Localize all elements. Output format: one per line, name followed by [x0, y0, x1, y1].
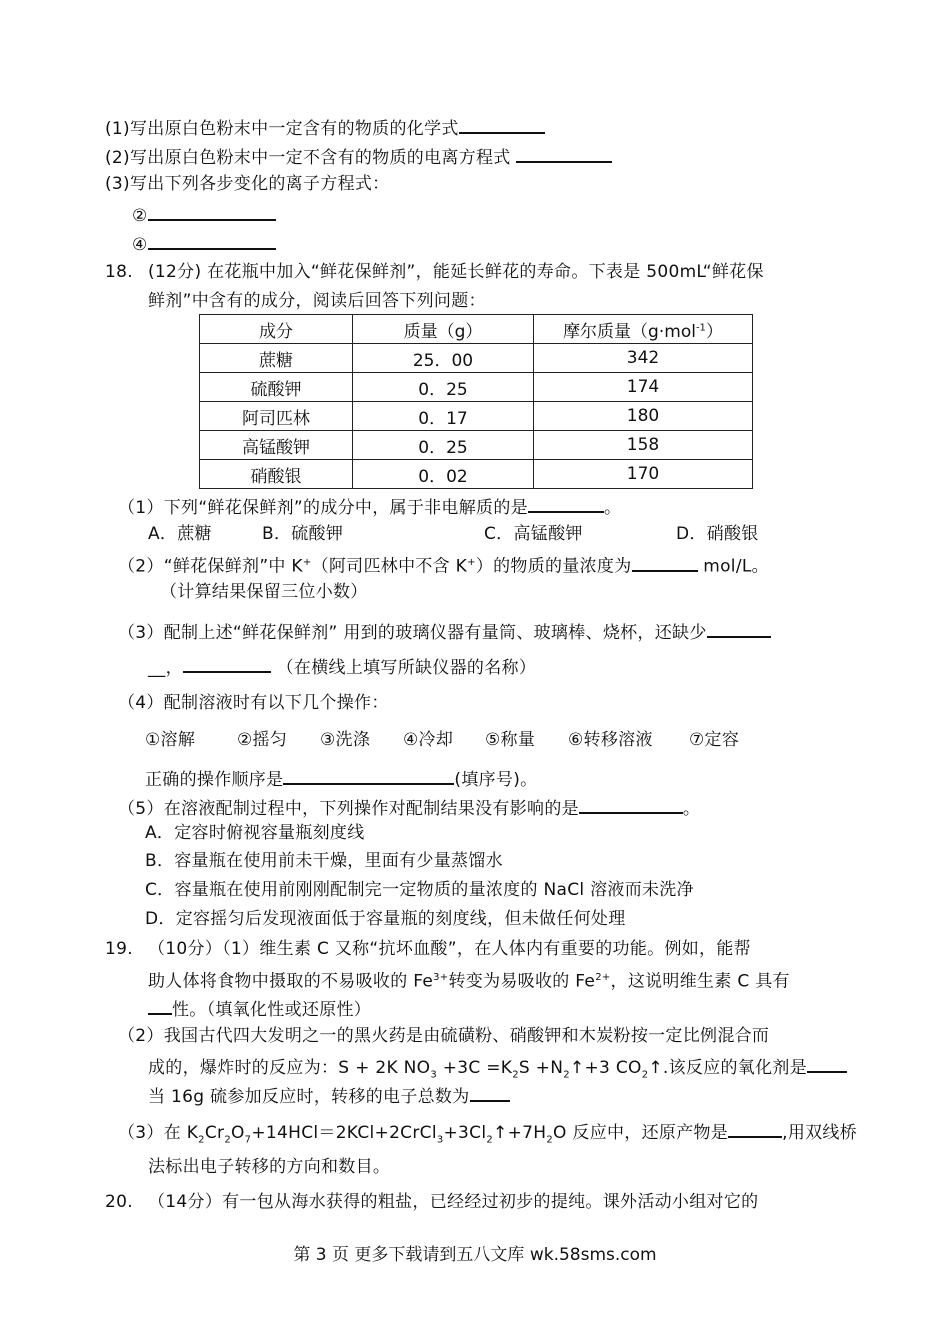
sub-question: （3）配制上述“鲜花保鲜剂” 用到的玻璃仪器有量筒、玻璃棒、烧杯，还缺少	[118, 618, 771, 645]
option-b: B．硫酸钾	[262, 524, 344, 544]
option-b: B．容量瓶在使用前未干燥，里面有少量蒸馏水	[145, 851, 503, 871]
sub-question-cont: 正确的操作顺序是 (填序号)。	[145, 765, 537, 792]
table-cell: 170	[534, 460, 753, 489]
table-cell: 180	[534, 402, 753, 431]
operation-item: ⑤称量	[485, 730, 536, 750]
table-cell: 高锰酸钾	[200, 431, 353, 460]
answer-blank	[148, 995, 172, 1015]
reaction-line: 成的，爆炸时的反应为：S + 2K $NO_3 +3C =K_2S$ $+N_2↑+3$ $CO_2↑$.该反应的氧化剂是	[148, 1053, 847, 1087]
table-cell: 25．00	[353, 344, 534, 373]
question-text: 当 16g 硫参加反应时，转移的电子总数为	[148, 1082, 510, 1109]
option-a: A．蔗糖	[148, 524, 212, 544]
operation-item: ①溶解	[145, 730, 196, 750]
table-cell: 0．25	[353, 431, 534, 460]
answer-blank	[470, 1082, 510, 1102]
table-header-cell: 成分	[200, 315, 353, 344]
question-text: 法标出电子转移的方向和数目。	[148, 1157, 391, 1177]
sub-question: （2）我国古代四大发明之一的黑火药是由硫磺粉、硝酸钾和木炭粉按一定比例混合而	[118, 1026, 770, 1046]
option-d: D．定容摇匀后发现液面低于容量瓶的刻度线，但未做任何处理	[145, 909, 626, 929]
sub-question: （4）配制溶液时有以下几个操作：	[118, 693, 389, 713]
page-footer: 第 3 页 更多下载请到五八文库 wk.58sms.com	[293, 1245, 657, 1265]
operation-item: ⑥转移溶液	[568, 730, 653, 750]
sub-answer: ②	[132, 201, 276, 228]
table-cell: 蔗糖	[200, 344, 353, 373]
table-cell: 硫酸钾	[200, 373, 353, 402]
operation-item: ④冷却	[403, 730, 454, 750]
table-row	[200, 460, 753, 489]
answer-blank	[459, 114, 545, 134]
question-text: 性。（填氧化性或还原性）	[148, 995, 371, 1022]
question-number: 18.	[105, 262, 133, 282]
answer-blank	[807, 1053, 847, 1073]
table-cell: 158	[534, 431, 753, 460]
table-cell: 硝酸银	[200, 460, 353, 489]
ingredients-table	[199, 314, 753, 489]
table-header-cell: 摩尔质量（g·mol$^{-1}$）	[534, 315, 753, 344]
answer-blank	[528, 493, 604, 513]
question-text: （10分）（1）维生素 C 又称“抗坏血酸”，在人体内有重要的功能。例如，能帮	[148, 939, 751, 959]
answer-blank	[516, 143, 612, 163]
table-row	[200, 344, 753, 373]
table-row	[200, 431, 753, 460]
sub-question: （2）“鲜花保鲜剂”中 K+（阿司匹林中不含 K+）的物质的量浓度为 mol/L。	[118, 551, 769, 579]
answer-blank	[579, 794, 683, 814]
question-text: (12分) 在花瓶中加入“鲜花保鲜剂”，能延长鲜花的寿命。下表是 500mL“鲜花保	[148, 262, 764, 282]
table-header-row	[200, 315, 753, 344]
table-header-cell: 质量（g）	[353, 315, 534, 344]
option-c: C．高锰酸钾	[484, 524, 583, 544]
sub-question: （3）在 $K_2Cr_2O_7+14HCl=2KCl+2CrCl_3+3Cl_2↑+7H_2O$ 反应中，还原产物是 ,用双线桥	[118, 1118, 857, 1152]
operation-item: ③洗涤	[320, 730, 371, 750]
sub-question-cont: __， （在横线上填写所缺仪器的名称）	[148, 653, 536, 680]
question-text: 鲜剂”中含有的成分，阅读后回答下列问题：	[148, 291, 486, 311]
operation-item: ②摇匀	[237, 730, 288, 750]
table-row	[200, 402, 753, 431]
operation-item: ⑦定容	[689, 730, 740, 750]
question-text: （14分）有一包从海水获得的粗盐，已经经过初步的提纯。课外活动小组对它的	[148, 1192, 759, 1212]
table-cell: 0．25	[353, 373, 534, 402]
table-cell: 174	[534, 373, 753, 402]
table-cell: 阿司匹林	[200, 402, 353, 431]
table-cell: 0．17	[353, 402, 534, 431]
answer-blank	[148, 201, 276, 221]
question-text: 助人体将食物中摄取的不易吸收的 $Fe^{3+}$转变为易吸收的 $Fe^{2+}$，这说明维生素 C 具有	[148, 971, 790, 992]
answer-blank	[632, 552, 698, 572]
table-cell: 0．02	[353, 460, 534, 489]
question-line: (3)写出下列各步变化的离子方程式：	[105, 174, 390, 194]
option-d: D．硝酸银	[676, 524, 759, 544]
answer-blank	[183, 653, 271, 673]
sub-answer: ④	[132, 230, 276, 257]
question-line: (1)写出原白色粉末中一定含有的物质的化学式	[105, 114, 545, 141]
sub-question: （1）下列“鲜花保鲜剂”的成分中，属于非电解质的是 。	[118, 493, 621, 520]
table-cell: 342	[534, 344, 753, 373]
question-number: 19.	[105, 939, 133, 959]
option-a: A．定容时俯视容量瓶刻度线	[145, 823, 365, 843]
question-number: 20.	[105, 1192, 133, 1212]
answer-blank	[707, 618, 771, 638]
option-c: C．容量瓶在使用前刚刚配制完一定物质的量浓度的 NaCl 溶液而未洗净	[145, 880, 694, 900]
table-row	[200, 373, 753, 402]
note-text: （计算结果保留三位小数）	[160, 582, 368, 602]
question-line: (2)写出原白色粉末中一定不含有的物质的电离方程式	[105, 143, 612, 170]
answer-blank	[148, 230, 276, 250]
answer-blank	[728, 1118, 782, 1138]
sub-question: （5）在溶液配制过程中，下列操作对配制结果没有影响的是 。	[118, 794, 700, 821]
answer-blank	[283, 765, 454, 785]
